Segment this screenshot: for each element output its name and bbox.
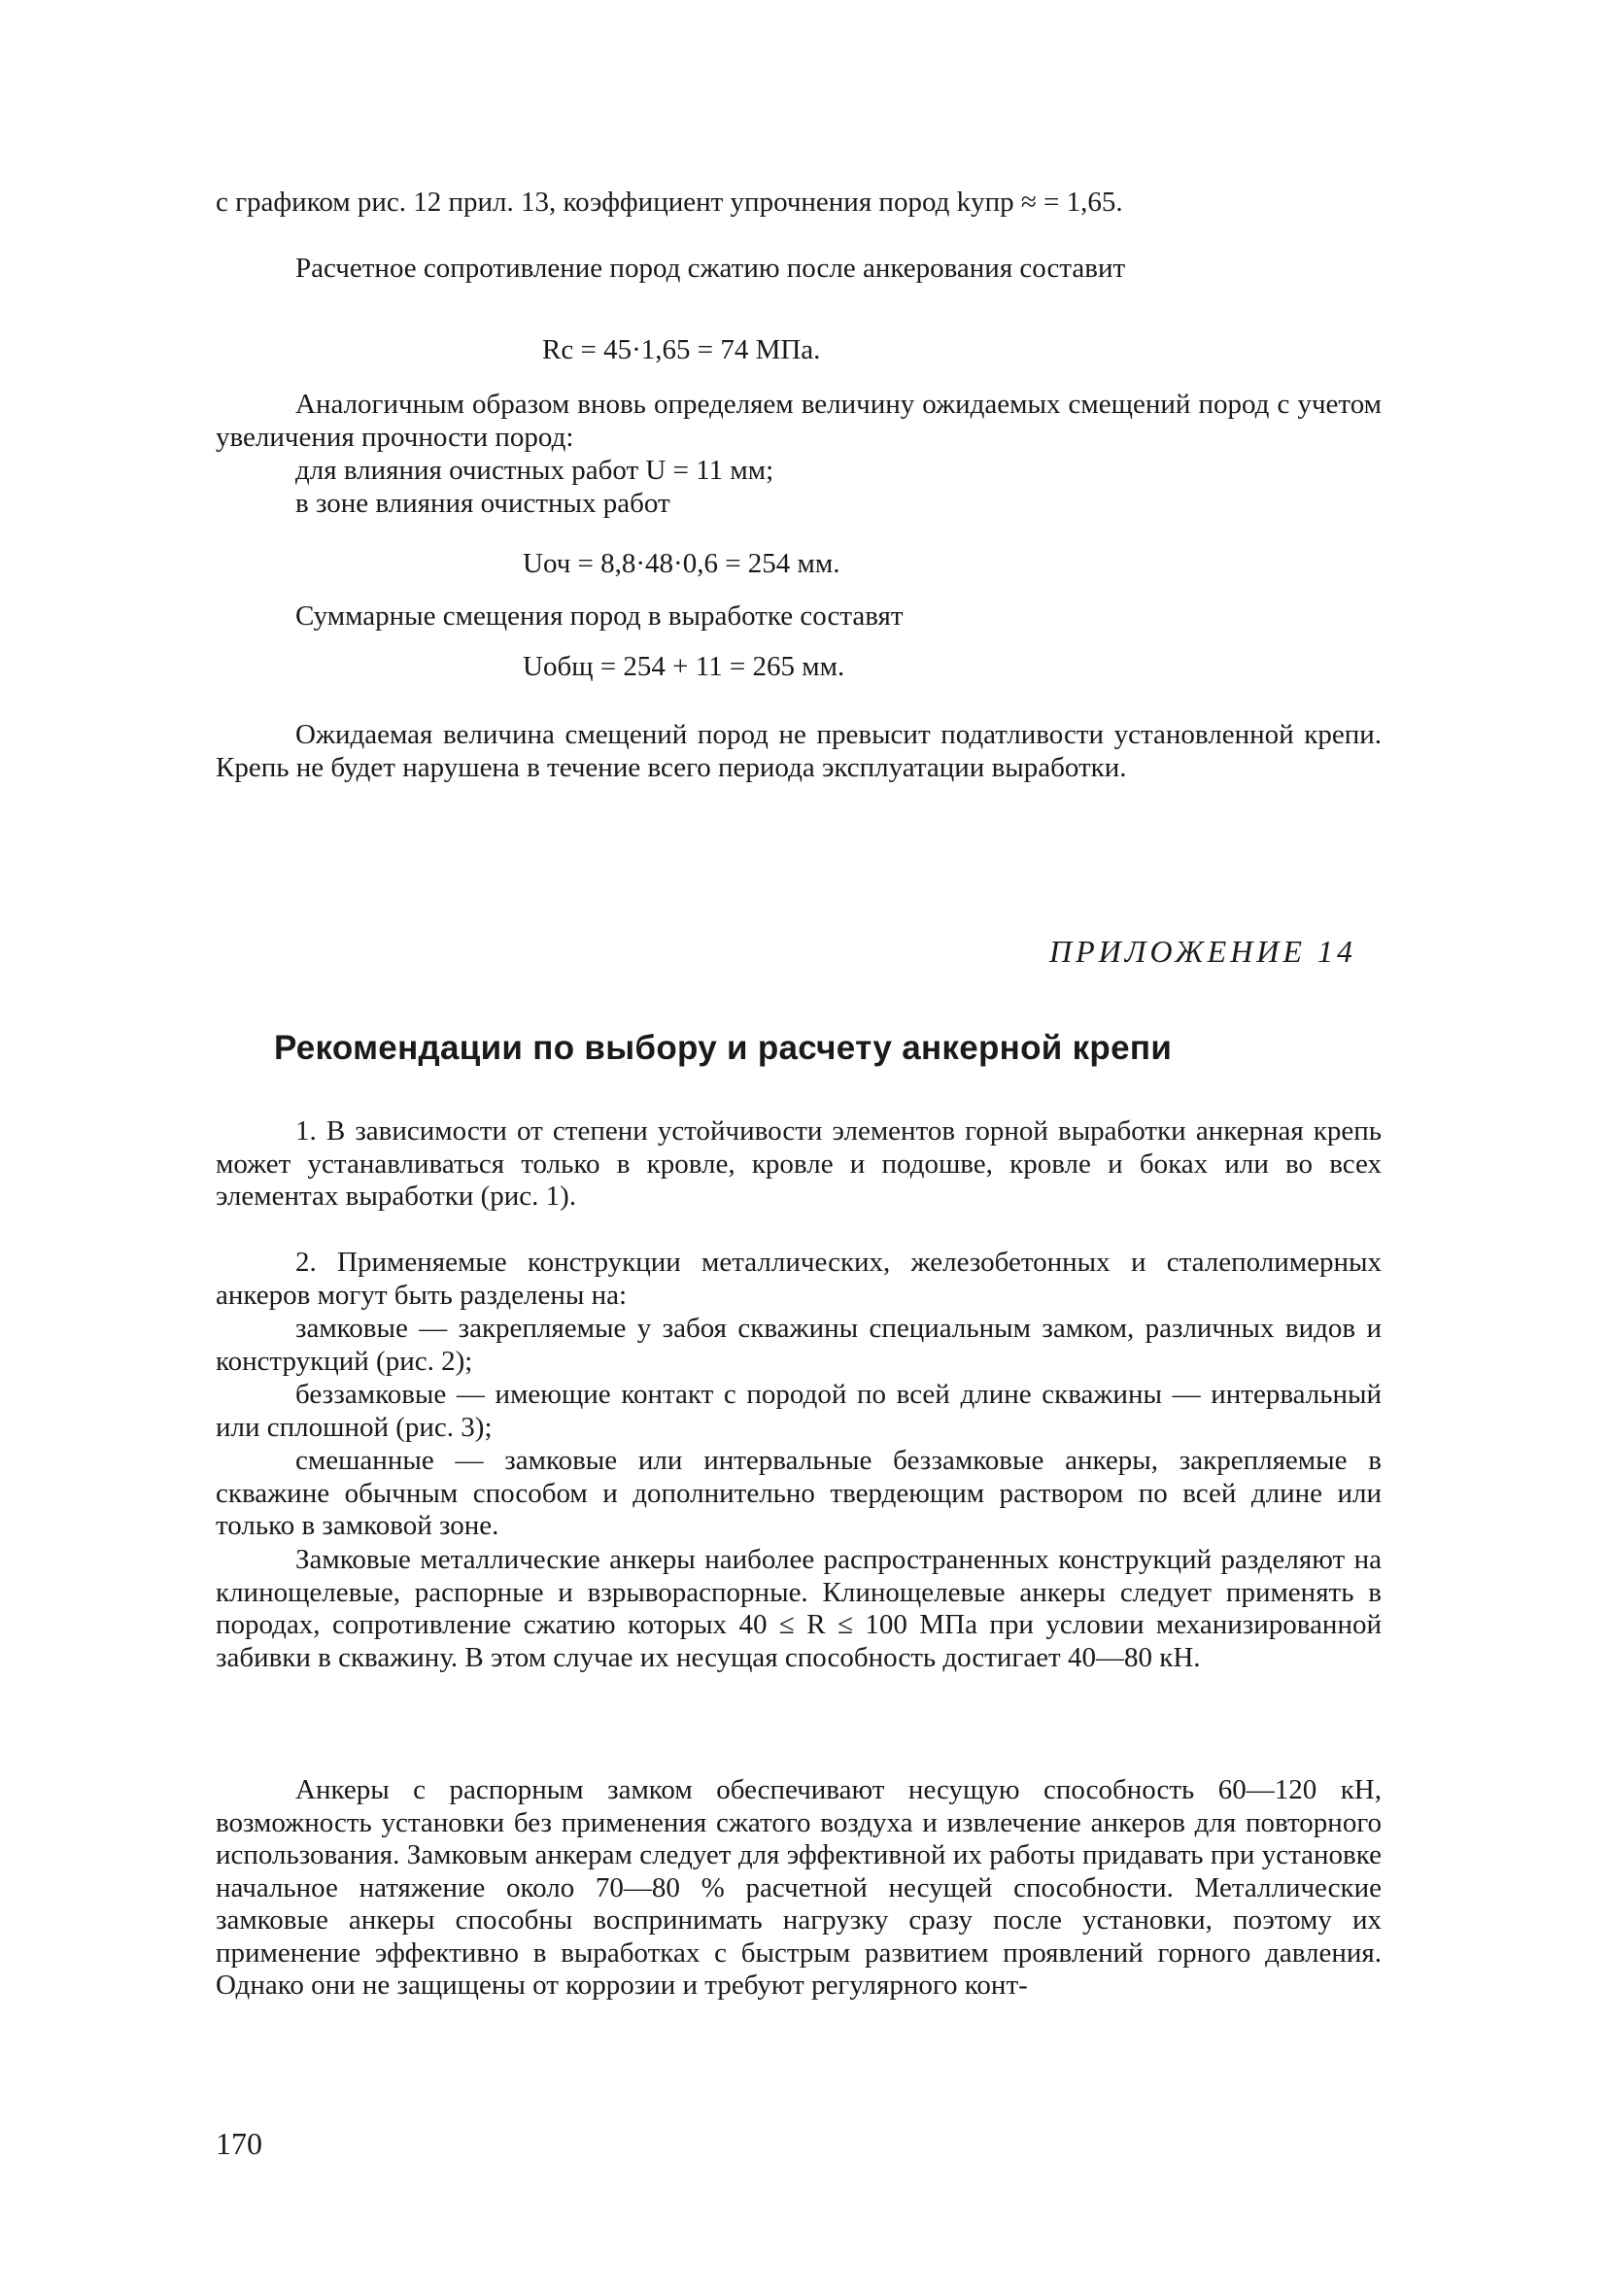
paragraph-displacements: Аналогичным образом вновь определяем величину ожидаемых смещений пород с учетом увеличения прочности пород:	[216, 389, 1382, 453]
formula-u-obsch: Uобщ = 254 + 11 = 265 мм.	[523, 651, 845, 682]
continuation-paragraph: с графиком рис. 12 прил. 13, коэффициент упрочнения пород kупр ≈ = 1,65.	[216, 187, 1123, 218]
section-title: Рекомендации по выбору и расчету анкерной крепи	[274, 1029, 1173, 1067]
formula-u-och: Uоч = 8,8·48·0,6 = 254 мм.	[523, 548, 840, 579]
page-number: 170	[216, 2126, 262, 2161]
line-cleaning-works-zone: в зоне влияния очистных работ	[295, 488, 670, 519]
paragraph-design-resistance: Расчетное сопротивление пород сжатию после анкерования составит	[295, 253, 1126, 284]
paragraph-2c-mixed-anchors: смешанные — замковые или интервальные беззамковые анкеры, закрепляемые в скважине обычным способом и дополнительно твердеющим раствором по всей длине или только в замковой зоне.	[216, 1445, 1382, 1541]
paragraph-conclusion: Ожидаемая величина смещений пород не превысит податливости установленной крепи. Крепь не будет нарушена в течение всего периода эксплуатации выработки.	[216, 719, 1382, 783]
paragraph-3: Замковые металлические анкеры наиболее распространенных конструкций разделяют на клинощелевые, распорные и взрывораспорные. Клинощелевые анкеры следует применять в породах, сопротивление сжатию которых 40 ≤ R ≤ 100 МПа при условии механизированной забивки в скважину. В этом случае их несущая способность достигает 40—80 кН.	[216, 1544, 1382, 1673]
paragraph-total-displacements: Суммарные смещения пород в выработке составят	[295, 600, 904, 632]
paragraph-2a-lock-anchors: замковые — закрепляемые у забоя скважины специальным замком, различных видов и конструкций (рис. 2);	[216, 1313, 1382, 1377]
paragraph-2b-lockless-anchors: беззамковые — имеющие контакт с породой по всей длине скважины — интервальный или сплошной (рис. 3);	[216, 1379, 1382, 1443]
paragraph-2: 2. Применяемые конструкции металлических, железобетонных и сталеполимерных анкеров могут быть разделены на:	[216, 1247, 1382, 1311]
paragraph-1: 1. В зависимости от степени устойчивости элементов горной выработки анкерная крепь может устанавливаться только в кровле, кровле и подошве, кровле и боках или во всех элементах выработки (рис. 1).	[216, 1115, 1382, 1212]
line-cleaning-works-influence: для влияния очистных работ U = 11 мм;	[295, 455, 774, 486]
paragraph-4: Анкеры с распорным замком обеспечивают несущую способность 60—120 кН, возможность установки без применения сжатого воздуха и извлечение анкеров для повторного использования. Замковым анкерам следует для эффективной их работы придавать при установке начальное натяжение около 70—80 % расчетной несущей способности. Металлические замковые анкеры способны воспринимать нагрузку сразу после установки, поэтому их применение эффективно в выработках с быстрым развитием проявлений горного давления. Однако они не защищены от коррозии и требуют регулярного конт-	[216, 1774, 1382, 2001]
formula-rc: Rc = 45·1,65 = 74 МПа.	[542, 334, 821, 365]
appendix-label: ПРИЛОЖЕНИЕ 14	[1049, 934, 1356, 969]
